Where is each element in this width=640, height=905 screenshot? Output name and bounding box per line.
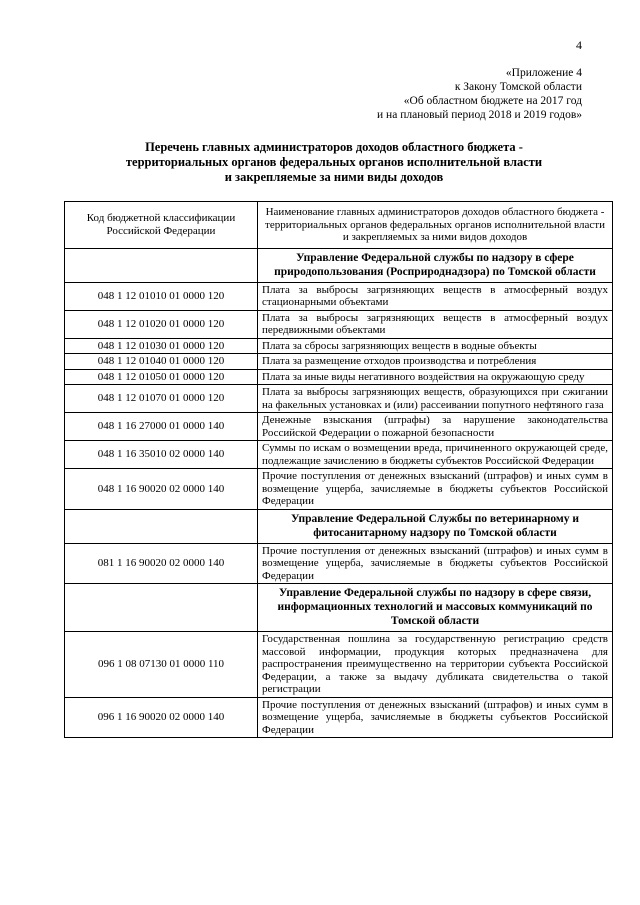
table-row xyxy=(65,338,613,354)
kbk-code: 096 1 08 07130 01 0000 110 xyxy=(65,632,258,698)
revenue-name: Прочие поступления от денежных взысканий (штрафов) и иных сумм в возмещение ущерба, зачисляемые в бюджеты субъектов Российской Федерации xyxy=(258,697,613,738)
header-code: Код бюджетной классификации Российской Федерации xyxy=(65,202,258,249)
section-empty-cell xyxy=(65,509,258,543)
section-empty-cell xyxy=(65,584,258,632)
table-row xyxy=(65,632,613,698)
table-row xyxy=(65,543,613,584)
table-row xyxy=(65,469,613,510)
header-name: Наименование главных администраторов доходов областного бюджета - территориальных органов федеральных органов исполнительной власти и закрепляемых за ними видов доходов xyxy=(258,202,613,249)
revenue-name: Государственная пошлина за государственную регистрацию средств массовой информации, продукция которых предназначена для распространения преимущественно на территории субъекта Российской Федерации, а также за выдачу дубликата свидетельства о такой регистрации xyxy=(258,632,613,698)
section-row xyxy=(65,248,613,282)
kbk-code: 048 1 12 01070 01 0000 120 xyxy=(65,385,258,413)
revenue-administrators-table xyxy=(64,201,613,738)
kbk-code: 048 1 12 01050 01 0000 120 xyxy=(65,369,258,385)
appendix-header xyxy=(377,66,582,122)
table-row xyxy=(65,310,613,338)
section-title: Управление Федеральной службы по надзору в сфере природопользования (Росприроднадзора) по Томской области xyxy=(258,248,613,282)
title-line: и закрепляемые за ними виды доходов xyxy=(224,170,444,184)
table-row xyxy=(65,354,613,370)
revenue-name: Плата за размещение отходов производства и потребления xyxy=(258,354,613,370)
kbk-code: 081 1 16 90020 02 0000 140 xyxy=(65,543,258,584)
kbk-code: 048 1 12 01030 01 0000 120 xyxy=(65,338,258,354)
section-empty-cell xyxy=(65,248,258,282)
section-title: Управление Федеральной Службы по ветеринарному и фитосанитарному надзору по Томской области xyxy=(258,509,613,543)
kbk-code: 048 1 12 01020 01 0000 120 xyxy=(65,310,258,338)
kbk-code: 048 1 12 01040 01 0000 120 xyxy=(65,354,258,370)
page-number: 4 xyxy=(576,38,582,52)
document-title xyxy=(64,140,604,185)
table-row xyxy=(65,413,613,441)
section-row xyxy=(65,584,613,632)
appendix-line: к Закону Томской области xyxy=(454,81,582,93)
revenue-name: Плата за выбросы загрязняющих веществ в атмосферный воздух стационарными объектами xyxy=(258,282,613,310)
revenue-name: Плата за иные виды негативного воздействия на окружающую среду xyxy=(258,369,613,385)
revenue-name: Суммы по искам о возмещении вреда, причиненного окружающей среде, подлежащие зачислению в бюджеты субъектов Российской Федерации xyxy=(258,441,613,469)
kbk-code: 048 1 16 27000 01 0000 140 xyxy=(65,413,258,441)
revenue-name: Плата за выбросы загрязняющих веществ, образующихся при сжигании на факельных установках и (или) рассеивании попутного нефтяного газа xyxy=(258,385,613,413)
kbk-code: 048 1 12 01010 01 0000 120 xyxy=(65,282,258,310)
kbk-code: 048 1 16 90020 02 0000 140 xyxy=(65,469,258,510)
revenue-name: Прочие поступления от денежных взысканий (штрафов) и иных сумм в возмещение ущерба, зачисляемые в бюджеты субъектов Российской Федерации xyxy=(258,469,613,510)
table-row xyxy=(65,441,613,469)
revenue-name: Плата за выбросы загрязняющих веществ в атмосферный воздух передвижными объектами xyxy=(258,310,613,338)
kbk-code: 048 1 16 35010 02 0000 140 xyxy=(65,441,258,469)
section-row xyxy=(65,509,613,543)
appendix-line: «Приложение 4 xyxy=(505,67,582,79)
table-row xyxy=(65,282,613,310)
revenue-name: Плата за сбросы загрязняющих веществ в водные объекты xyxy=(258,338,613,354)
table-row xyxy=(65,697,613,738)
title-line: Перечень главных администраторов доходов областного бюджета - xyxy=(145,140,523,154)
section-title: Управление Федеральной службы по надзору в сфере связи, информационных технологий и массовых коммуникаций по Томской области xyxy=(258,584,613,632)
appendix-line: и на плановый период 2018 и 2019 годов» xyxy=(377,109,582,121)
title-line: территориальных органов федеральных органов исполнительной власти xyxy=(125,155,543,169)
revenue-name: Прочие поступления от денежных взысканий (штрафов) и иных сумм в возмещение ущерба, зачисляемые в бюджеты субъектов Российской Федерации xyxy=(258,543,613,584)
table-header-row xyxy=(65,202,613,249)
table-row xyxy=(65,385,613,413)
revenue-name: Денежные взыскания (штрафы) за нарушение законодательства Российской Федерации о пожарной безопасности xyxy=(258,413,613,441)
kbk-code: 096 1 16 90020 02 0000 140 xyxy=(65,697,258,738)
table-row xyxy=(65,369,613,385)
appendix-line: «Об областном бюджете на 2017 год xyxy=(403,95,582,107)
